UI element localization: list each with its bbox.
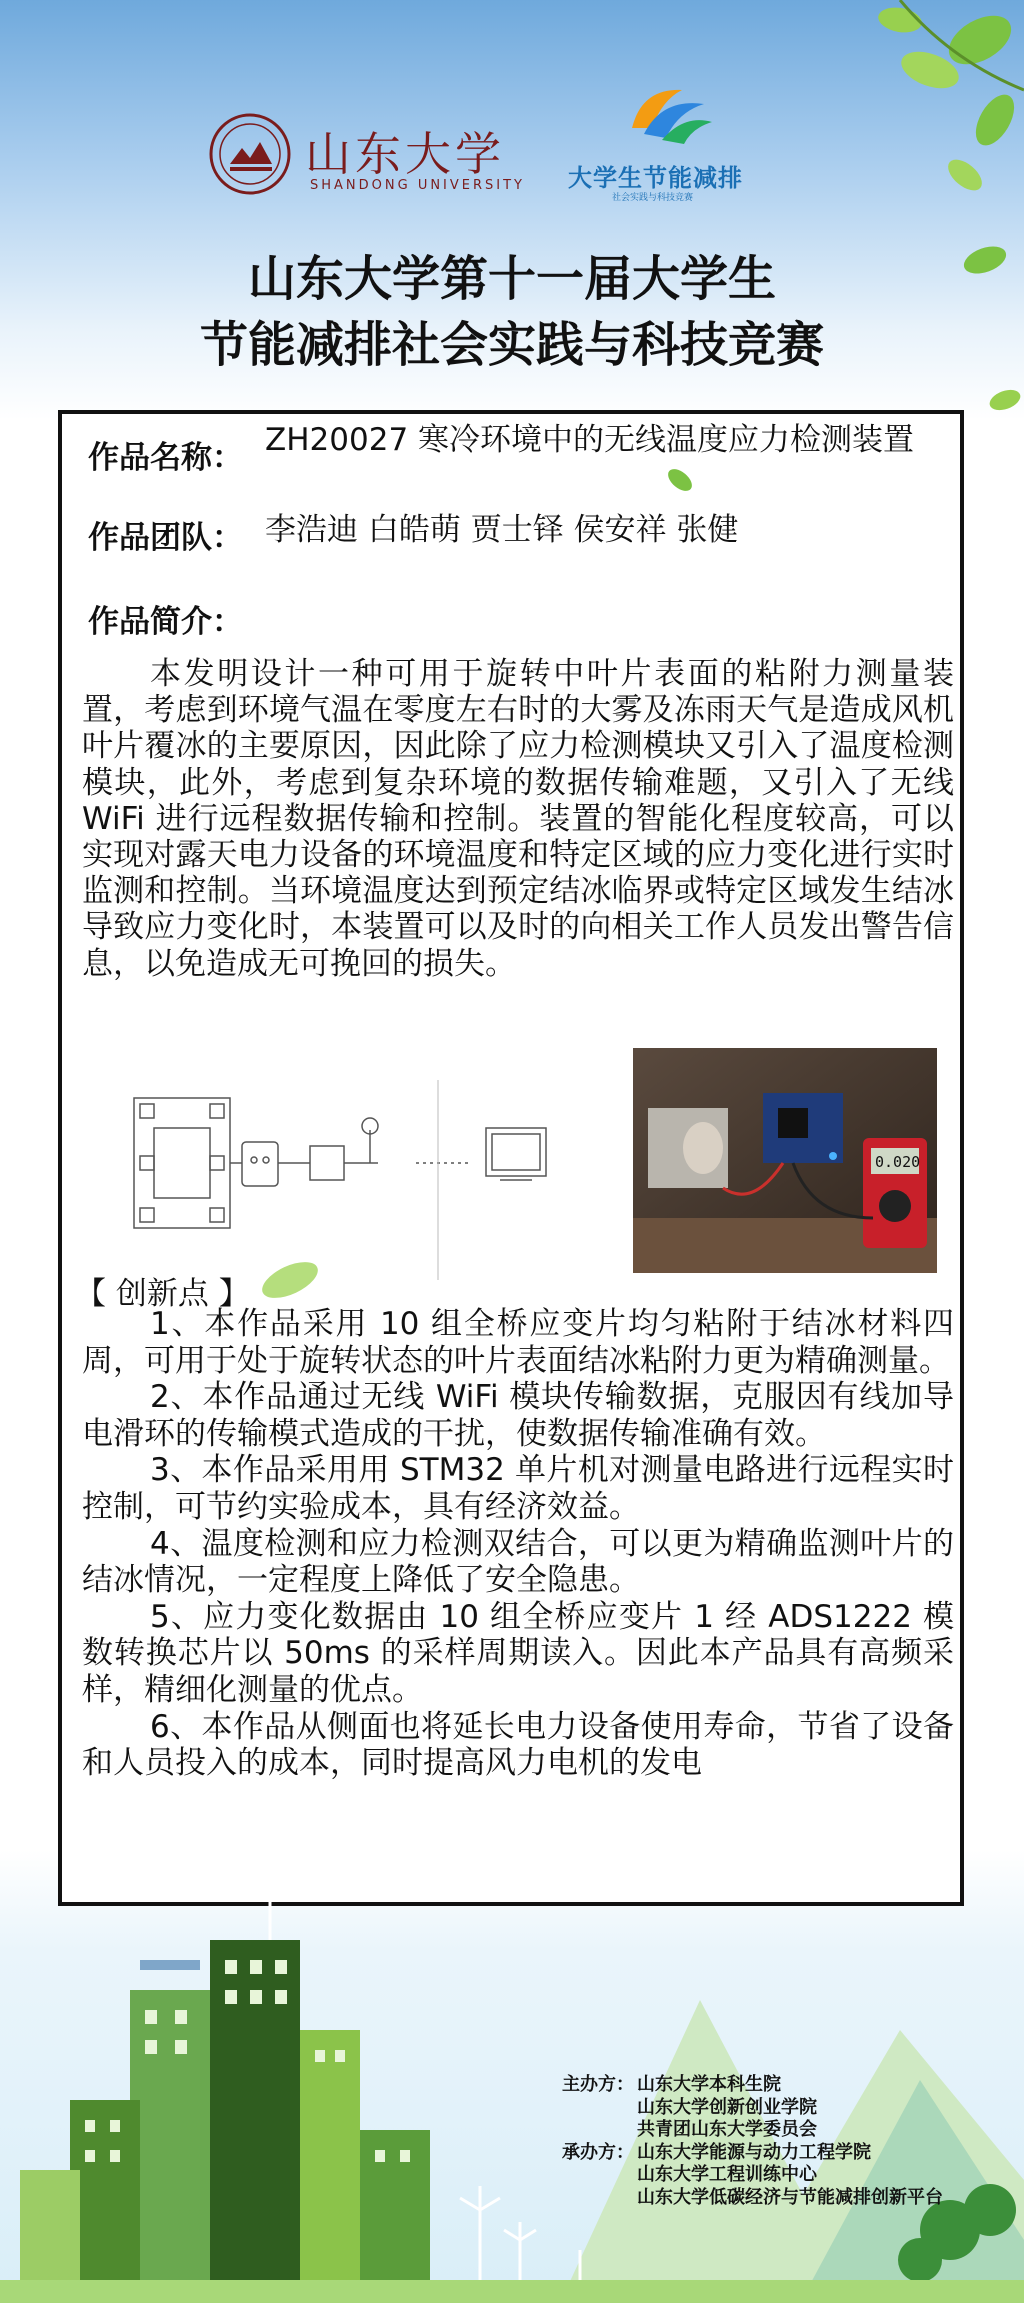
innovation-list (82, 1306, 954, 1782)
work-team-label: 作品团队： (88, 520, 243, 556)
work-intro-text: 本发明设计一种可用于旋转中叶片表面的粘附力测量装置，考虑到环境气温在零度左右时的大雾及冻雨天气是造成风机叶片覆冰的主要原因，因此除了应力检测模块又引入了温度检测模块，此外，考虑到复杂环境的数据传输难题，又引入了无线 WiFi 进行远程数据传输和控制。装置的智能化程度较高，可以实现对露天电力设备的环境温度和特定区域的应力变化进行实时监测和控制。当环境温度达到预定结冰临界或特定区域发生结冰导致应力变化时，本装置可以及时的向相关工作人员发出警告信息，以免造成无可挽回的损失。 (82, 656, 954, 982)
sdu-wordmark: 山东大学 (305, 127, 505, 181)
innovation-point: 3、本作品采用用 STM32 单片机对测量电路进行远程实时控制，可节约实验成本，具有经济效益。 (82, 1452, 954, 1525)
work-intro-label: 作品简介： (88, 604, 243, 640)
innovation-point: 2、本作品通过无线 WiFi 模块传输数据，克服因有线加导电滑环的传输模式造成的干扰，使数据传输准确有效。 (82, 1379, 954, 1452)
undertaker-label: 承办方： (562, 2141, 634, 2163)
innovation-point: 5、应力变化数据由 10 组全桥应变片 1 经 ADS1222 模数转换芯片以 50ms 的采样周期读入。因此本产品具有高频采样，精细化测量的优点。 (82, 1598, 954, 1708)
leaf-decoration-mid (250, 1250, 330, 1310)
leaf-decoration-small (660, 460, 700, 500)
innovation-point: 6、本作品从侧面也将延长电力设备使用寿命，节省了设备和人员投入的成本，同时提高风力电机的发电 (82, 1708, 954, 1782)
work-name-value: ZH20027 寒冷环境中的无线温度应力检测装置 (265, 422, 915, 458)
poster-title-line1: 山东大学第十一届大学生 (247, 251, 776, 307)
undertaker-item: 山东大学能源与动力工程学院 (637, 2141, 871, 2163)
innovation-point: 1、本作品采用 10 组全桥应变片均匀粘附于结冰材料四周，可用于处于旋转状态的叶片表面结冰粘附力更为精确测量。 (82, 1306, 954, 1379)
organizers-block (562, 2074, 943, 2209)
host-item: 共青团山东大学委员会 (637, 2119, 817, 2140)
competition-logo-name: 大学生节能减排 (568, 164, 743, 192)
host-label: 主办方： (562, 2074, 634, 2095)
device-photo (633, 1048, 937, 1273)
undertaker-item: 山东大学工程训练中心 (637, 2164, 817, 2185)
poster-title-line2: 节能减排社会实践与科技竞赛 (199, 317, 824, 373)
undertaker-item: 山东大学低碳经济与节能减排创新平台 (637, 2186, 943, 2208)
multimeter-reading: 0.020 (875, 1153, 921, 1171)
innovation-label: 【 创新点 】 (75, 1276, 250, 1312)
host-item: 山东大学创新创业学院 (637, 2096, 817, 2118)
sdu-english-name: SHANDONG UNIVERSITY (310, 178, 525, 193)
energy-saving-logo-icon (622, 78, 714, 158)
device-schematic-diagram (120, 1080, 590, 1280)
innovation-point: 4、温度检测和应力检测双结合，可以更为精确监测叶片的结冰情况，一定程度上降低了安全隐患。 (82, 1525, 954, 1599)
work-team-value: 李浩迪 白皓萌 贾士铎 侯安祥 张健 (265, 512, 739, 548)
sdu-seal-logo (208, 112, 292, 196)
work-name-label: 作品名称： (88, 440, 243, 476)
competition-logo-subtitle: 社会实践与科技竞赛 (612, 193, 694, 203)
host-item: 山东大学本科生院 (637, 2074, 781, 2095)
